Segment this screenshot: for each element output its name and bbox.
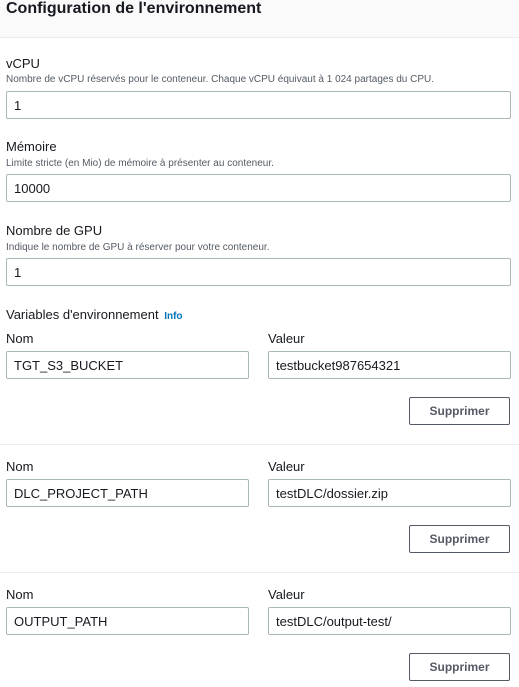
info-link[interactable]: Info bbox=[164, 311, 183, 322]
env-value-input-1[interactable] bbox=[268, 351, 511, 379]
gpu-input[interactable] bbox=[6, 258, 511, 286]
env-value-input-3[interactable] bbox=[268, 607, 511, 635]
env-value-header: Valeur bbox=[268, 459, 305, 474]
memory-input[interactable] bbox=[6, 174, 511, 202]
section-header bbox=[0, 0, 519, 38]
vcpu-input[interactable] bbox=[6, 91, 511, 119]
memory-label: Mémoire bbox=[6, 139, 57, 154]
env-name-input-2[interactable] bbox=[6, 479, 249, 507]
env-variables-label bbox=[6, 307, 183, 325]
env-name-header: Nom bbox=[6, 331, 34, 346]
remove-button-2[interactable]: Supprimer bbox=[409, 525, 510, 553]
env-name-input-1[interactable] bbox=[6, 351, 249, 379]
env-name-header: Nom bbox=[6, 587, 34, 602]
vcpu-description: Nombre de vCPU réservés pour le conteneur. Chaque vCPU équivaut à 1 024 partages du CPU. bbox=[6, 74, 435, 85]
env-name-input-3[interactable] bbox=[6, 607, 249, 635]
remove-button-1[interactable]: Supprimer bbox=[409, 397, 510, 425]
env-value-input-2[interactable] bbox=[268, 479, 511, 507]
env-value-header: Valeur bbox=[268, 331, 305, 346]
env-value-header: Valeur bbox=[268, 587, 305, 602]
section-title: Configuration de l'environnement bbox=[6, 0, 262, 17]
row-divider-1 bbox=[0, 444, 519, 445]
env-variables-title: Variables d'environnement bbox=[6, 307, 159, 322]
remove-button-3[interactable]: Supprimer bbox=[409, 653, 510, 681]
row-divider-2 bbox=[0, 572, 519, 573]
gpu-label: Nombre de GPU bbox=[6, 223, 103, 238]
vcpu-label: vCPU bbox=[6, 56, 40, 71]
gpu-description: Indique le nombre de GPU à réserver pour votre conteneur. bbox=[6, 242, 270, 253]
memory-description: Limite stricte (en Mio) de mémoire à présenter au conteneur. bbox=[6, 158, 274, 169]
env-name-header: Nom bbox=[6, 459, 34, 474]
